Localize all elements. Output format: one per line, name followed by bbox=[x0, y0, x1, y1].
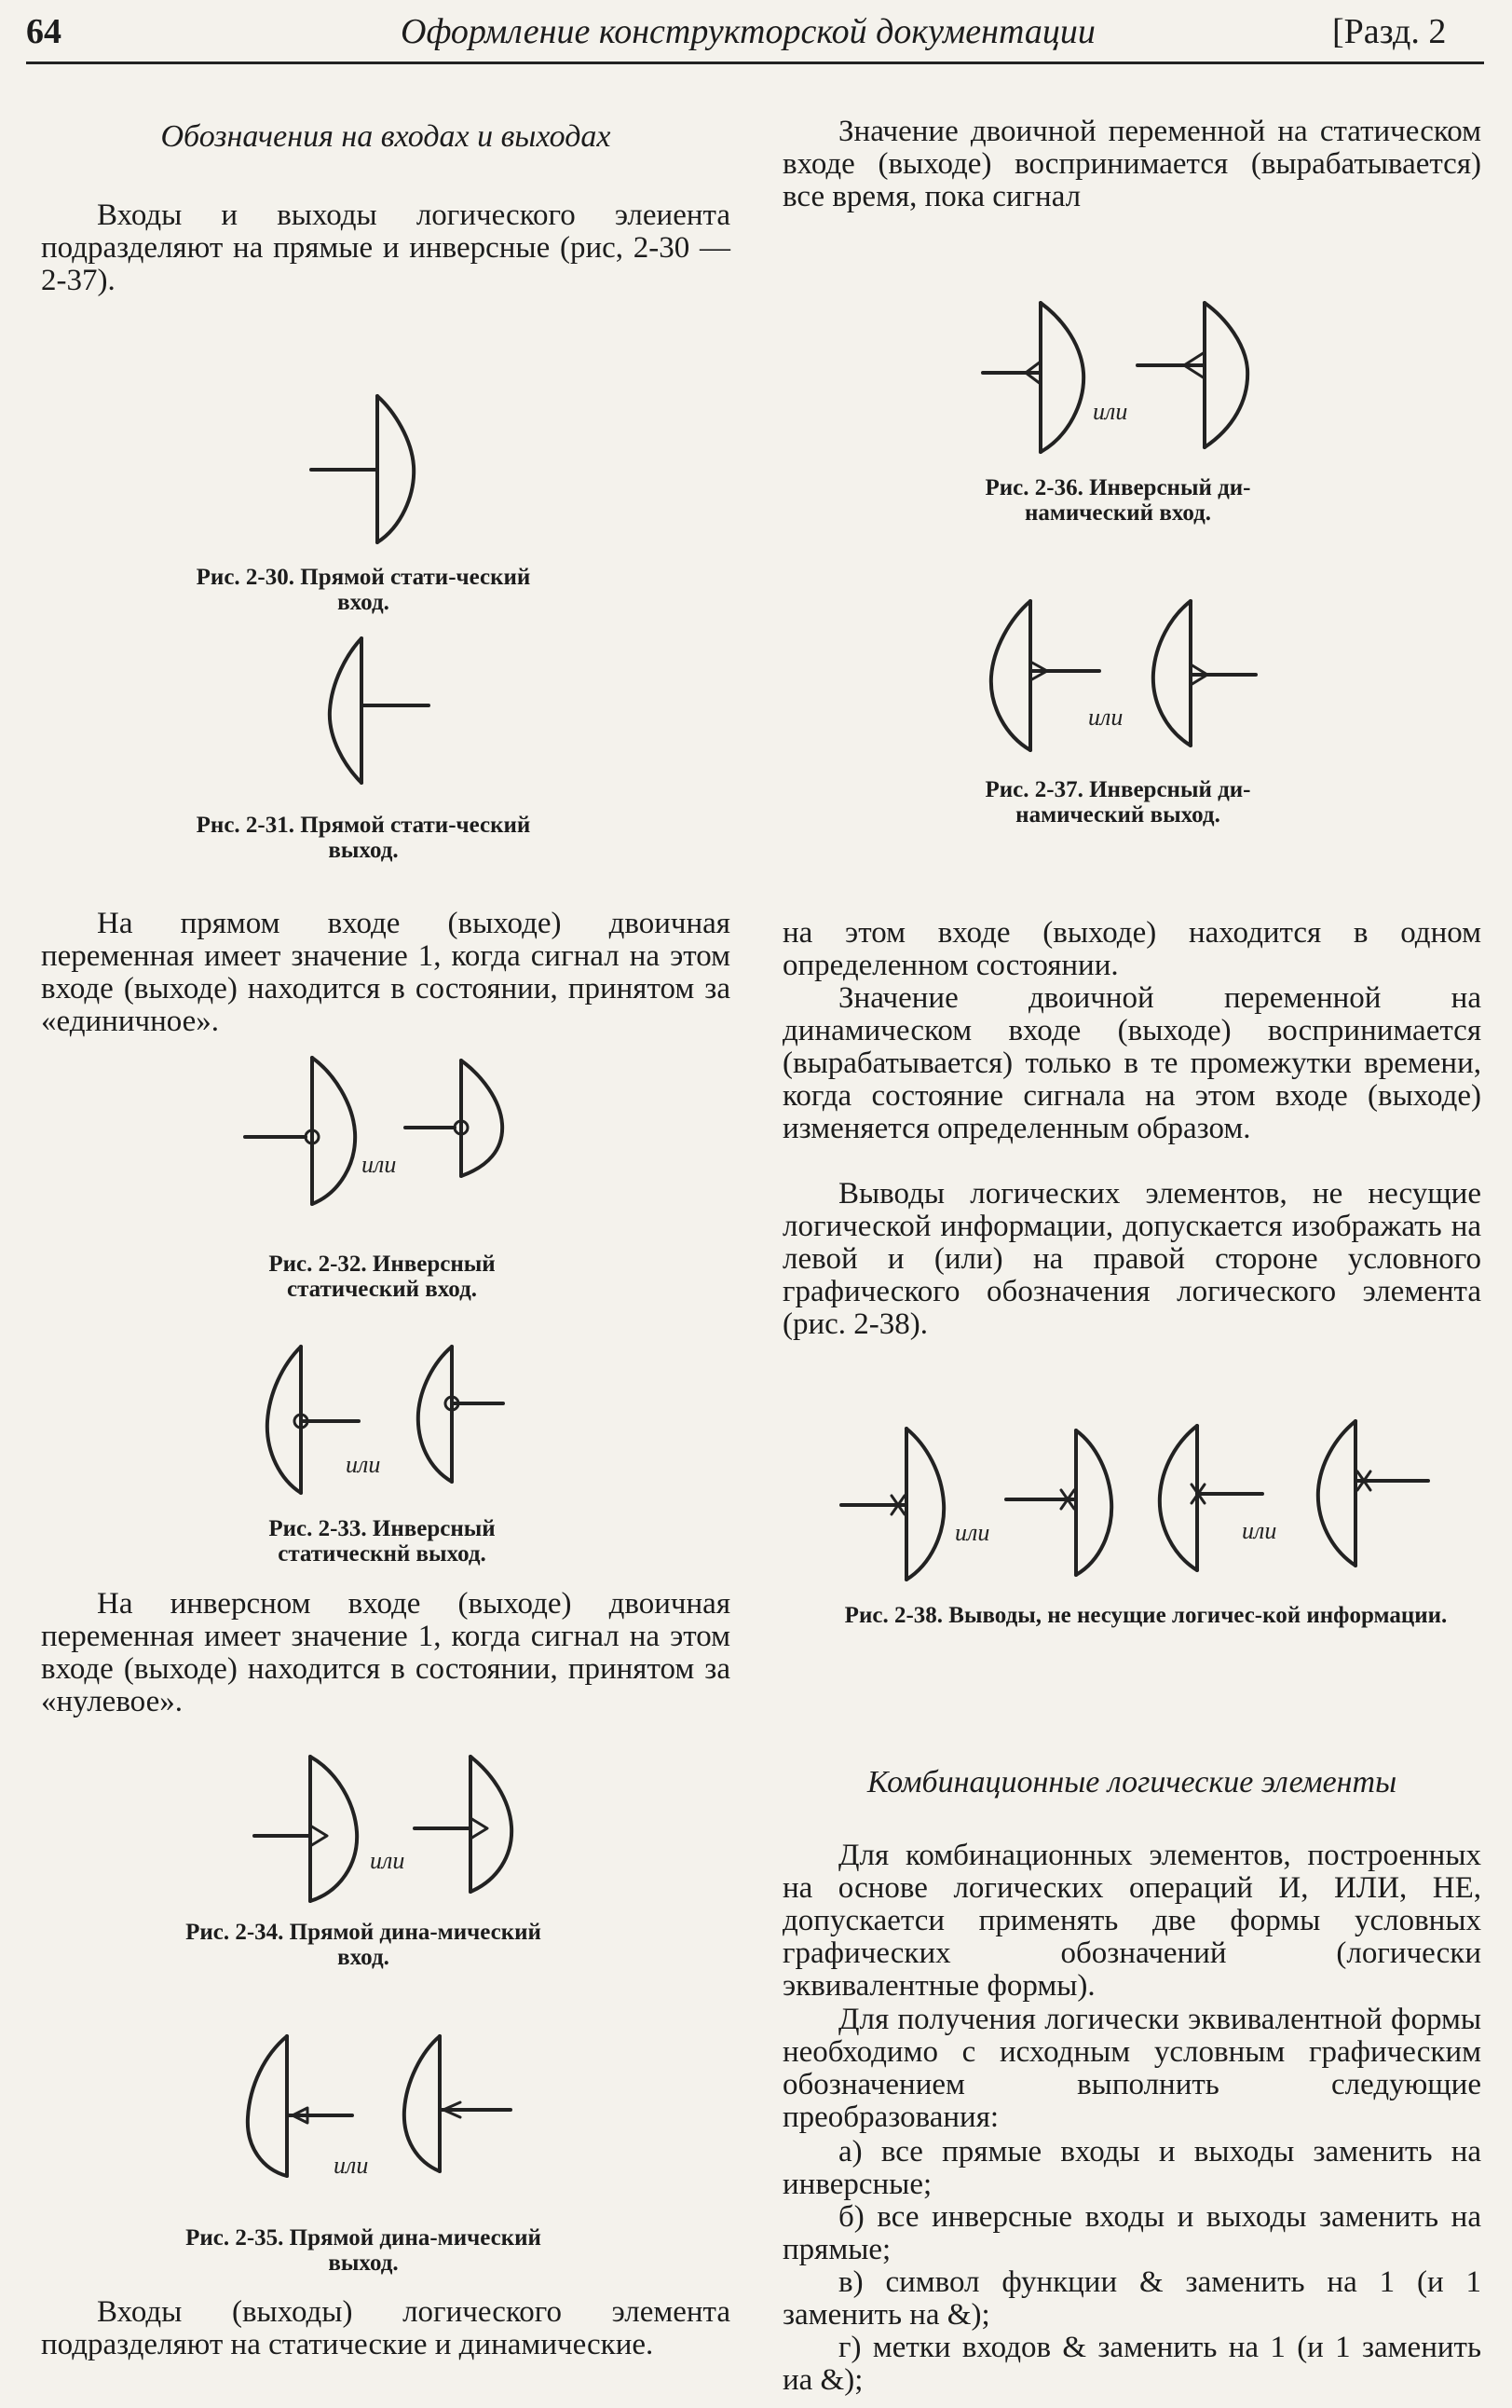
paragraph: на этом входе (выходе) находится в одном определенном состоянии. bbox=[783, 916, 1481, 982]
paragraph: Для комбинационных элементов, построенных на основе логических операций И, ИЛИ, НЕ, допускаетси применять две формы условных графических обозначений (логически эквивалентные формы). bbox=[783, 1839, 1481, 2003]
figure-2-36 bbox=[974, 298, 1272, 457]
paragraph: Значение двоичной переменной на статическом входе (выходе) воспринимается (вырабатывается) все время, пока сигнал bbox=[783, 115, 1481, 213]
or-label: или bbox=[1093, 398, 1128, 425]
figure-2-35 bbox=[233, 2032, 540, 2181]
section-label: [Разд. 2 bbox=[1332, 12, 1447, 51]
figure-2-38 bbox=[834, 1421, 1439, 1589]
section-heading: Комбинационные логические элементы bbox=[866, 1765, 1397, 1799]
header-rule bbox=[26, 62, 1484, 64]
figure-2-33 bbox=[256, 1342, 536, 1500]
or-label: или bbox=[346, 1451, 381, 1478]
figure-caption: Рис. 2-30. Прямой стати-ческий вход. bbox=[196, 565, 531, 615]
figure-2-31 bbox=[307, 634, 447, 792]
figure-caption: Рис. 2-33. Инверсный статическнй выход. bbox=[268, 1516, 496, 1567]
figure-caption: Рис. 2-35. Прямой дина-мический выход. bbox=[185, 2225, 541, 2276]
paragraph: Выводы логических элементов, не несущие логической информации, допускается изображать на левой и (или) на правой стороне условного графического обозначения логического элемента (рис. 2-38). bbox=[783, 1177, 1481, 1341]
or-label: или bbox=[370, 1847, 405, 1874]
paragraph: На инверсном входе (выходе) двоичная переменная имеет значение 1, когда сигнал на этом входе (выходе) находится в состоянии, принятом за «нулевое». bbox=[41, 1587, 730, 1718]
figure-caption: Рис. 2-32. Инверсный статический вход. bbox=[268, 1252, 496, 1302]
or-label: или bbox=[361, 1151, 397, 1178]
section-heading: Обозначения на входах и выходах bbox=[160, 119, 611, 154]
figure-2-30 bbox=[298, 391, 438, 550]
or-label: или bbox=[334, 2152, 369, 2179]
figure-caption: Рис. 2-38. Выводы, не несущие логичес-кой информации. bbox=[844, 1603, 1448, 1628]
paragraph: Значение двоичной переменной на динамическом входе (выходе) воспринимается (вырабатывается) только в те промежутки времени, когда состояние сигнала на этом входе (выходе) изменяется определенным образом. bbox=[783, 981, 1481, 1145]
page-number: 64 bbox=[26, 12, 61, 51]
paragraph: Входы и выходы логического элеиента подразделяют на прямые и инверсные (рис, 2-30 — 2-37). bbox=[41, 198, 730, 297]
figure-2-34 bbox=[247, 1752, 554, 1910]
paragraph: На прямом входе (выходе) двоичная переменная имеет значение 1, когда сигнал на этом входе (выходе) находится в состоянии, принятом за «единичное». bbox=[41, 907, 730, 1038]
figure-caption: Рис. 2-34. Прямой дина-мический вход. bbox=[185, 1920, 541, 1970]
list-item: а) все прямые входы и выходы заменить на инверсные; bbox=[783, 2135, 1481, 2201]
paragraph: Для получения логически эквивалентной формы необходимо с исходным условным графическим обозначением выполнить следующие преобразования: bbox=[783, 2003, 1481, 2134]
figure-caption: Рнс. 2-31. Прямой стати-ческий выход. bbox=[196, 813, 531, 863]
list-item: б) все инверсные входы и выходы заменить на прямые; bbox=[783, 2200, 1481, 2266]
figure-2-37 bbox=[978, 596, 1258, 755]
running-title: Оформление конструкторской документации bbox=[401, 12, 1096, 51]
or-label: или bbox=[1088, 704, 1124, 731]
figure-2-32 bbox=[238, 1053, 545, 1211]
list-item: в) символ функции & заменить на 1 (и 1 заменить на &); bbox=[783, 2265, 1481, 2332]
list-item: г) метки входов & заменить на 1 (и 1 заменить иа &); bbox=[783, 2331, 1481, 2397]
or-label: или bbox=[955, 1519, 990, 1546]
figure-caption: Рис. 2-36. Инверсный ди-намический вход. bbox=[985, 475, 1251, 526]
or-label: или bbox=[1242, 1517, 1277, 1544]
paragraph: Входы (выходы) логического элемента подразделяют на статические и динамические. bbox=[41, 2295, 730, 2361]
figure-caption: Рис. 2-37. Инверсный ди-намический выход. bbox=[985, 777, 1251, 828]
